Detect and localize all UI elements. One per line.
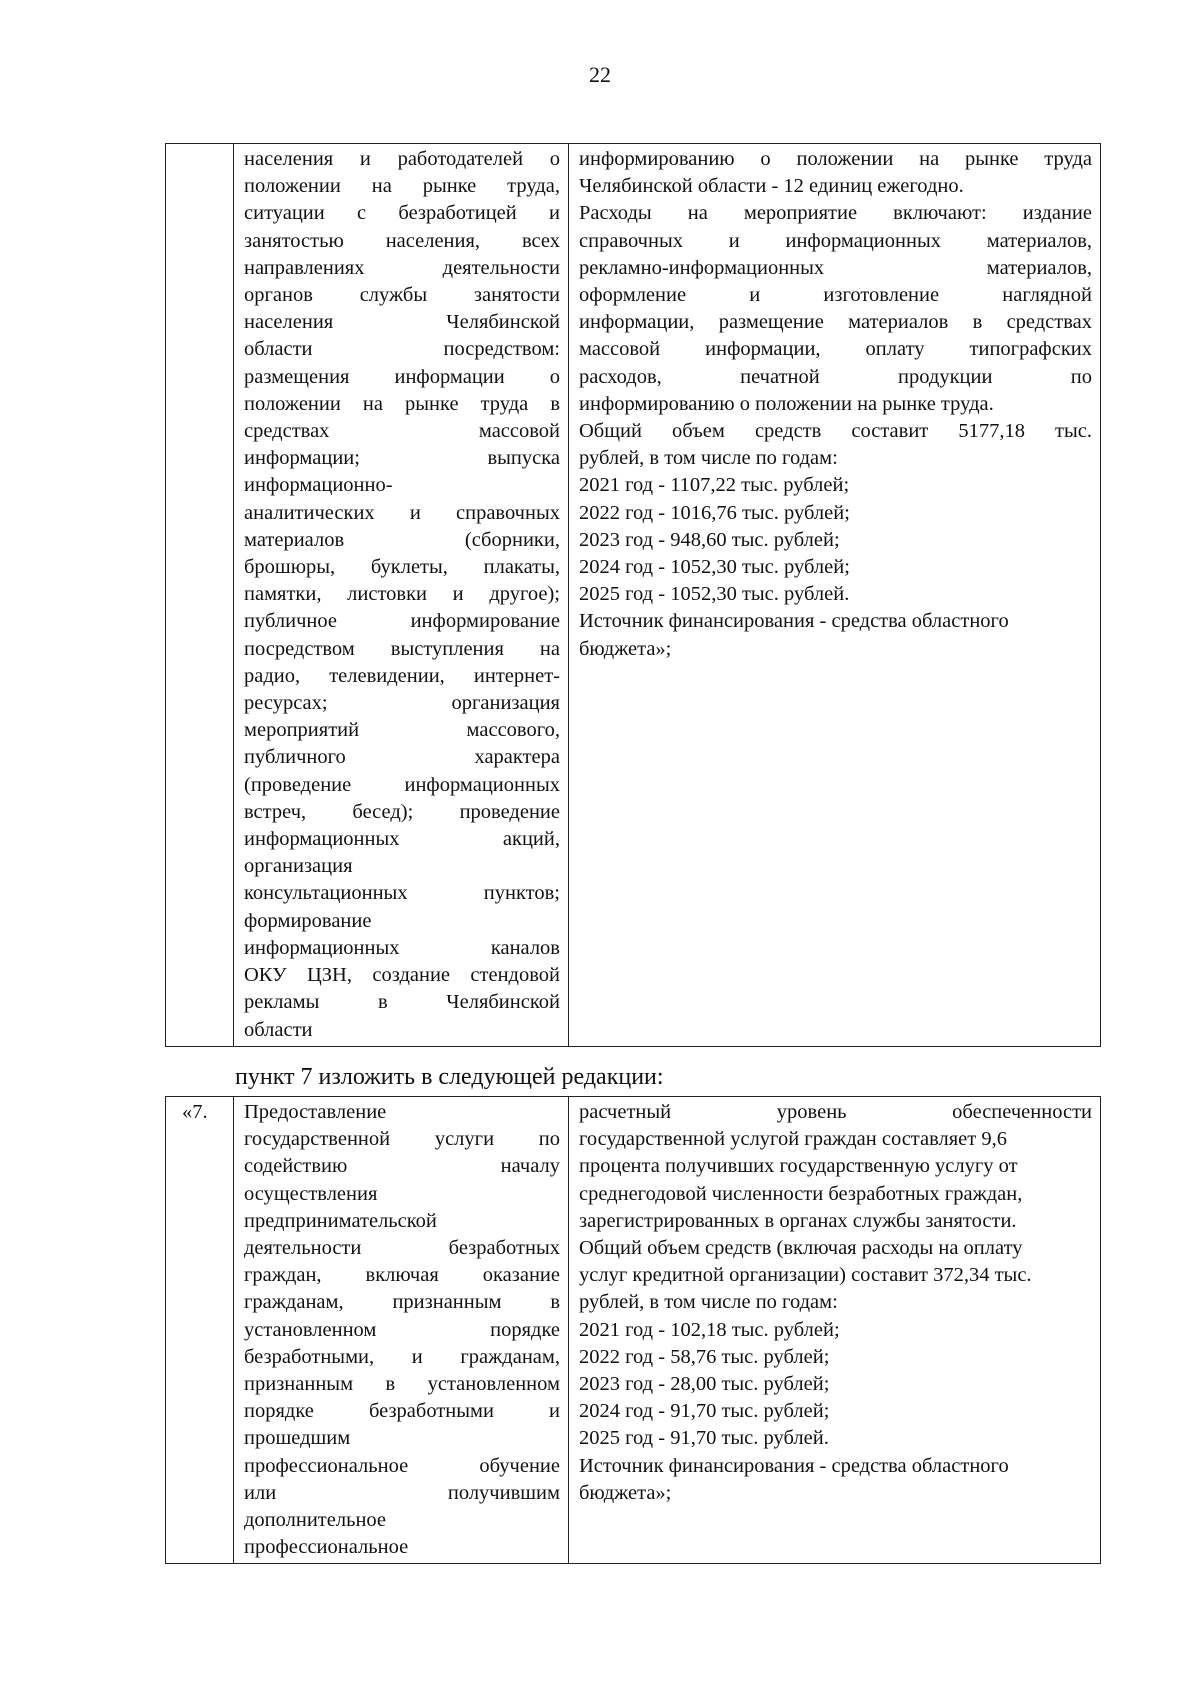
text-line: государственной услуги по — [244, 1128, 560, 1151]
text-line: формирование — [244, 909, 372, 932]
text-line: дополнительное — [244, 1509, 387, 1532]
table-row — [166, 1097, 1101, 1564]
text-line: материалов (сборники, — [244, 528, 560, 551]
text-line: информированию о положении на рынке труда — [579, 148, 1092, 170]
text-line: услуг кредитной организации) составит 372,34 тыс. — [579, 1264, 1032, 1287]
text-line: или получившим — [244, 1481, 560, 1504]
text-line: 2022 год - 58,76 тыс. рублей; — [579, 1345, 830, 1368]
program-table-item-7 — [165, 1096, 1101, 1564]
text-line: осуществления — [244, 1182, 378, 1205]
text-line: рублей, в том числе по годам: — [579, 1291, 838, 1314]
text-line: Источник финансирования - средства областного — [579, 1454, 1009, 1477]
text-line: установленном порядке — [244, 1318, 560, 1341]
text-line: расчетный уровень обеспеченности — [579, 1101, 1092, 1123]
text-line: информационных каналов — [244, 936, 560, 959]
text-line: оформление и изготовление наглядной — [579, 284, 1092, 307]
text-line: населения и работодателей о — [244, 148, 560, 170]
text-line: положении на рынке труда в — [244, 392, 560, 415]
text-line: безработными, и гражданам, — [244, 1345, 560, 1368]
text-line: памятки, листовки и другое); — [244, 583, 560, 606]
text-line: Источник финансирования - средства областного — [579, 610, 1009, 633]
text-line: органов службы занятости — [244, 284, 560, 307]
text-line: направлениях деятельности — [244, 256, 560, 279]
text-line: деятельности безработных — [244, 1237, 560, 1260]
text-line: государственной услугой граждан составляет 9,6 — [579, 1128, 1007, 1151]
text-line: гражданам, признанным в — [244, 1291, 560, 1314]
text-line: Расходы на мероприятие включают: издание — [579, 202, 1092, 225]
text-line: бюджета»; — [579, 637, 672, 660]
text-line: предпринимательской — [244, 1209, 437, 1232]
text-line: информационно- — [244, 474, 393, 497]
text-line: области — [244, 1018, 313, 1041]
text-line: 2025 год - 1052,30 тыс. рублей. — [579, 583, 850, 606]
activity-info-cell — [569, 1097, 1101, 1564]
text-line: Общий объем средств составит 5177,18 тыс. — [579, 420, 1092, 443]
text-line: аналитических и справочных — [244, 501, 560, 524]
text-line: публичное информирование — [244, 610, 560, 633]
text-line: Челябинской области - 12 единиц ежегодно. — [579, 175, 964, 198]
activity-info-cell — [569, 144, 1101, 1047]
text-line: признанным в установленном — [244, 1373, 560, 1396]
text-line: 2023 год - 948,60 тыс. рублей; — [579, 528, 840, 551]
text-line: ситуации с безработицей и — [244, 202, 560, 225]
item-number-cell: «7. — [166, 1097, 234, 1564]
text-line: Общий объем средств (включая расходы на оплату — [579, 1237, 1023, 1260]
text-line: (проведение информационных — [244, 773, 560, 796]
text-line: области посредством: — [244, 338, 560, 361]
text-line: положении на рынке труда, — [244, 175, 560, 198]
text-line: 2025 год - 91,70 тыс. рублей. — [579, 1427, 829, 1450]
text-line: радио, телевидении, интернет- — [244, 664, 560, 687]
text-line: занятостью населения, всех — [244, 229, 560, 252]
text-line: 2022 год - 1016,76 тыс. рублей; — [579, 501, 850, 524]
text-line: рублей, в том числе по годам: — [579, 447, 838, 470]
text-line: 2021 год - 102,18 тыс. рублей; — [579, 1318, 840, 1341]
text-line: размещения информации о — [244, 365, 560, 388]
text-line: рекламы в Челябинской — [244, 991, 560, 1014]
activity-name-cell — [234, 144, 569, 1047]
text-line: прошедшим — [244, 1427, 351, 1450]
text-line: информационных акций, — [244, 828, 560, 851]
text-line: расходов, печатной продукции по — [579, 365, 1092, 388]
text-line: информации; выпуска — [244, 447, 560, 470]
text-line: профессиональное обучение — [244, 1454, 560, 1477]
text-line: 2023 год - 28,00 тыс. рублей; — [579, 1373, 830, 1396]
text-line: организация — [244, 855, 353, 878]
text-line: консультационных пунктов; — [244, 882, 560, 905]
item-number-cell — [166, 144, 234, 1047]
program-table-continuation — [165, 143, 1101, 1047]
text-line: информации, размещение материалов в средствах — [579, 311, 1092, 334]
text-line: 2021 год - 1107,22 тыс. рублей; — [579, 474, 850, 497]
text-line: порядке безработными и — [244, 1400, 560, 1423]
text-line: 2024 год - 1052,30 тыс. рублей; — [579, 556, 850, 579]
text-line: справочных и информационных материалов, — [579, 229, 1092, 252]
text-line: 2024 год - 91,70 тыс. рублей; — [579, 1400, 830, 1423]
text-line: брошюры, буклеты, плакаты, — [244, 556, 560, 579]
activity-name-cell — [234, 1097, 569, 1564]
text-line: информированию о положении на рынке труда. — [579, 392, 994, 415]
text-line: ОКУ ЦЗН, создание стендовой — [244, 964, 560, 987]
text-line: зарегистрированных в органах службы занятости. — [579, 1209, 1017, 1232]
text-line: встреч, бесед); проведение — [244, 800, 560, 823]
text-line: массовой информации, оплату типографских — [579, 338, 1092, 361]
text-line: профессиональное — [244, 1536, 409, 1559]
text-line: среднегодовой численности безработных граждан, — [579, 1182, 1023, 1205]
text-line: рекламно-информационных материалов, — [579, 256, 1092, 279]
page-number: 22 — [589, 62, 611, 87]
text-line: средствах массовой — [244, 420, 560, 443]
text-line: публичного характера — [244, 746, 560, 769]
text-line: бюджета»; — [579, 1481, 672, 1504]
text-line: граждан, включая оказание — [244, 1264, 560, 1287]
text-line: Предоставление — [244, 1101, 387, 1123]
text-line: содействию началу — [244, 1155, 560, 1178]
text-line: процента получивших государственную услугу от — [579, 1155, 1018, 1178]
text-line: мероприятий массового, — [244, 719, 560, 742]
text-line: посредством выступления на — [244, 637, 560, 660]
amendment-instruction: пункт 7 изложить в следующей редакции: — [235, 1064, 664, 1090]
text-line: ресурсах; организация — [244, 692, 560, 715]
text-line: населения Челябинской — [244, 311, 560, 334]
table-row — [166, 144, 1101, 1047]
